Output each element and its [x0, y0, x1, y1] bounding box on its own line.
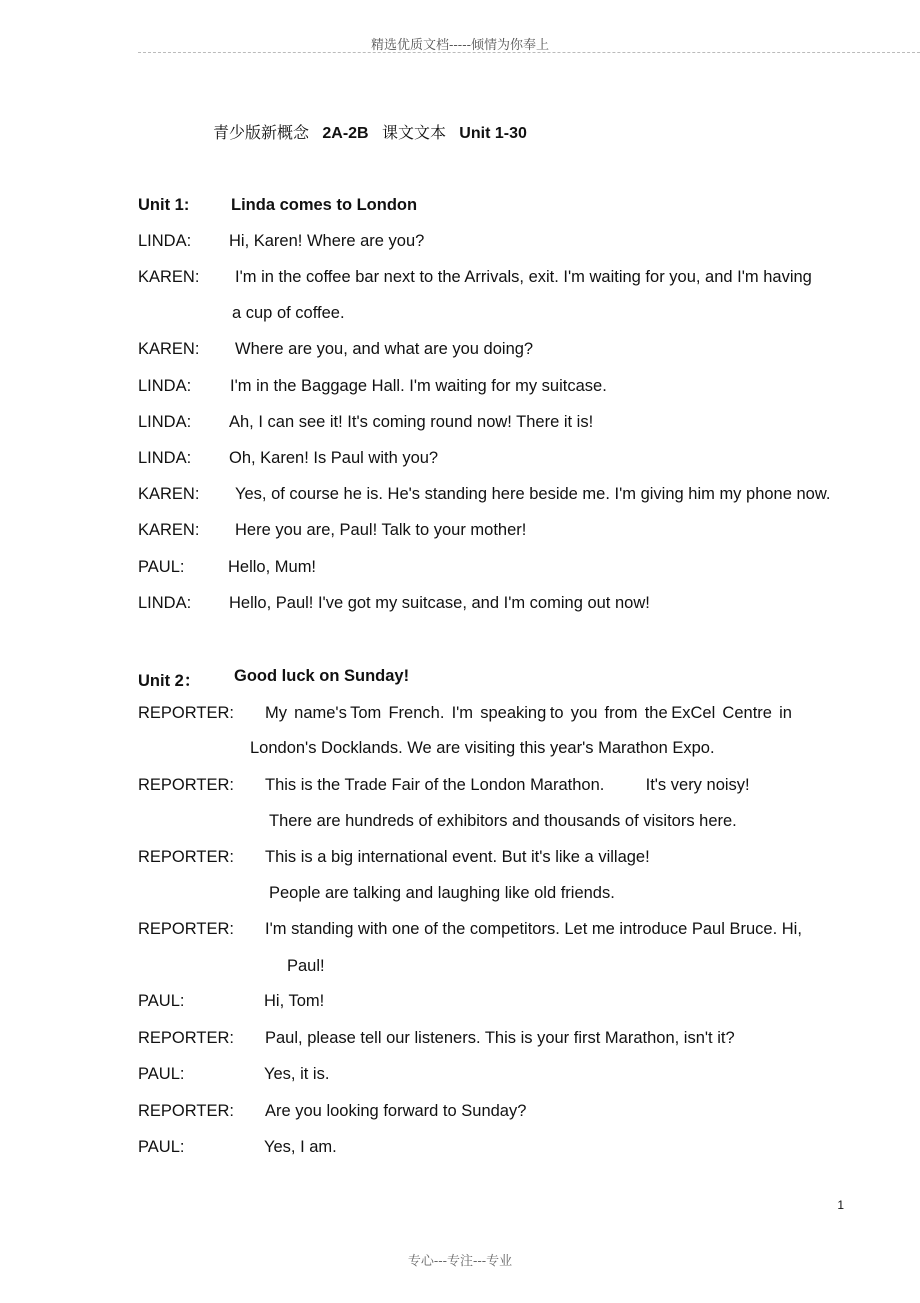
speaker-label: LINDA: [138, 594, 192, 612]
speaker-label: KAREN: [138, 485, 200, 503]
unit-heading [138, 196, 418, 215]
unit-label: Unit 2： [138, 672, 201, 690]
speaker-label: REPORTER: [138, 848, 234, 866]
dialogue-text: a cup of coffee. [232, 304, 345, 322]
speaker-label: REPORTER: [138, 704, 234, 722]
dialogue-text: Paul! [287, 957, 325, 975]
dialogue-text: Yes, of course he is. He's standing here beside me. I'm giving him my phone now. [235, 485, 831, 503]
dialogue-text: People are talking and laughing like old friends. [269, 884, 615, 902]
dialogue-text: Where are you, and what are you doing? [235, 340, 534, 358]
speaker-label: REPORTER: [138, 1029, 234, 1047]
dialogue-text: This is a big international event. But it's like a village! [265, 848, 650, 866]
dialogue-text: Hello, Paul! I've got my suitcase, and I'm coming out now! [229, 594, 650, 612]
dialogue-text: Paul, please tell our listeners. This is your first Marathon, isn't it? [265, 1029, 735, 1047]
speaker-label: KAREN: [138, 268, 200, 286]
document-title [213, 120, 527, 143]
dialogue-text: Oh, Karen! Is Paul with you? [229, 449, 439, 467]
title-cn-part1: 青少版新概念 [213, 123, 310, 142]
page-header: 精选优质文档-----倾情为你奉上 [371, 38, 549, 53]
dialogue-text: Yes, I am. [264, 1138, 337, 1156]
dialogue-text: I'm standing with one of the competitors. Let me introduce Paul Bruce. Hi, [265, 920, 802, 938]
speaker-label: LINDA: [138, 413, 192, 431]
speaker-label: PAUL: [138, 1065, 185, 1083]
dialogue-text: Here you are, Paul! Talk to your mother! [235, 521, 527, 539]
speaker-label: REPORTER: [138, 776, 234, 794]
dialogue-text: I'm in the Baggage Hall. I'm waiting for my suitcase. [230, 377, 607, 395]
title-cn-part2: 课文文本 [381, 123, 446, 142]
speaker-label: REPORTER: [138, 1102, 234, 1120]
dialogue-text: Ah, I can see it! It's coming round now! There it is! [229, 413, 594, 431]
page-number: 1 [837, 1198, 844, 1212]
dialogue-text: Hello, Mum! [228, 558, 317, 576]
page-footer: 专心---专注---专业 [407, 1254, 513, 1269]
speaker-label: LINDA: [138, 232, 192, 250]
unit-title: Linda comes to London [231, 196, 418, 214]
speaker-label: KAREN: [138, 340, 200, 358]
title-units: Unit 1-30 [459, 125, 527, 142]
dialogue-text: London's Docklands. We are visiting this year's Marathon Expo. [250, 739, 715, 757]
dialogue-text: This is the Trade Fair of the London Marathon. It's very noisy! [265, 776, 750, 794]
header-divider [138, 52, 920, 53]
title-code: 2A-2B [322, 125, 369, 142]
unit-title: Good luck on Sunday! [234, 667, 410, 685]
speaker-label: PAUL: [138, 992, 185, 1010]
dialogue-text: Yes, it is. [264, 1065, 330, 1083]
dialogue-text: My name's Tom French. I'm speaking to you from the ExCel Centre in [265, 704, 792, 722]
dialogue-text: Hi, Tom! [264, 992, 325, 1010]
unit-label: Unit 1: [138, 196, 190, 214]
dialogue-text: Hi, Karen! Where are you? [229, 232, 425, 250]
speaker-label: REPORTER: [138, 920, 234, 938]
dialogue-text: Are you looking forward to Sunday? [265, 1102, 527, 1120]
speaker-label: KAREN: [138, 521, 200, 539]
speaker-label: LINDA: [138, 449, 192, 467]
unit-heading [138, 667, 410, 691]
speaker-label: PAUL: [138, 558, 185, 576]
speaker-label: PAUL: [138, 1138, 185, 1156]
dialogue-text: I'm in the coffee bar next to the Arrivals, exit. I'm waiting for you, and I'm having [235, 268, 812, 286]
speaker-label: LINDA: [138, 377, 192, 395]
dialogue-text: There are hundreds of exhibitors and thousands of visitors here. [269, 812, 737, 830]
